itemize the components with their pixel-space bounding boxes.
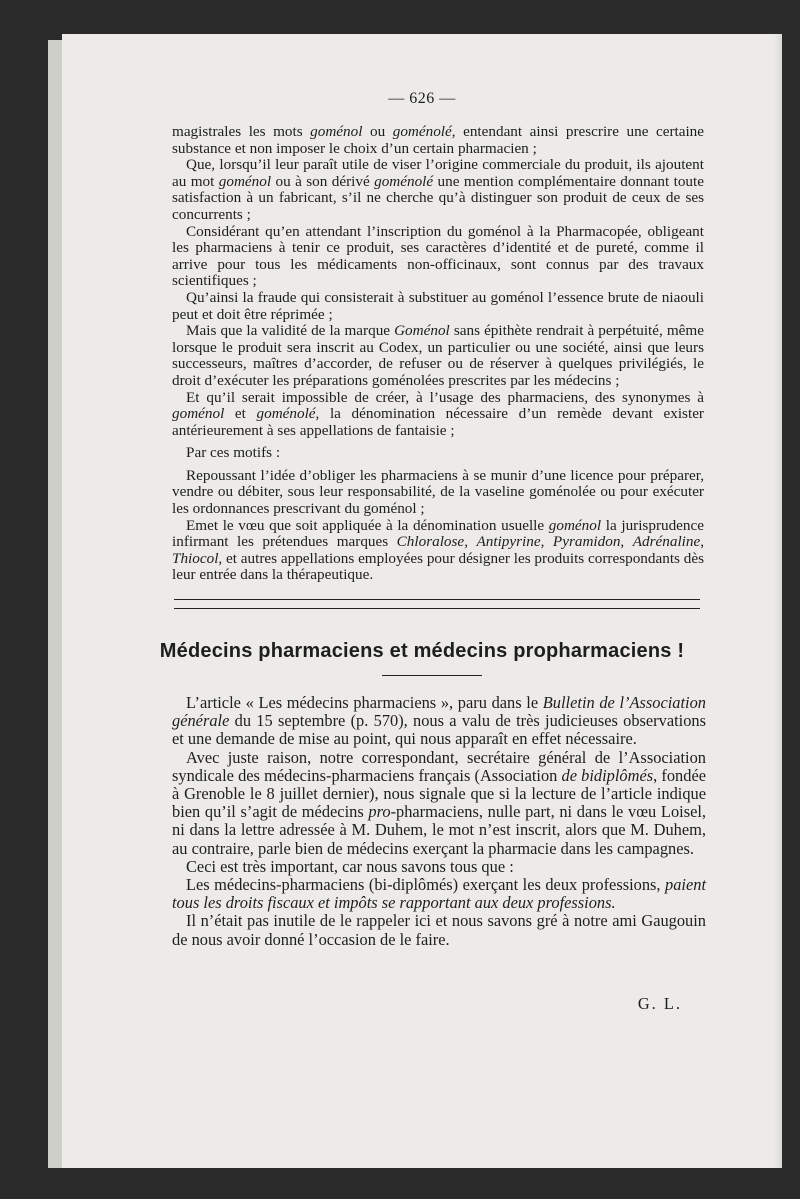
divider-rule-bottom <box>174 608 700 609</box>
paragraph: Par ces motifs : <box>186 444 281 462</box>
paragraph: Que, lorsqu’il leur paraît utile de viser l’origine commerciale du produit, ils ajoutent au mot goménol ou à son dérivé goménolé une mention complémentaire donnant toute satisfaction à un fabricant, s’il ne cherche qu’à distinguer son produit de ceux de ses concurrents ; <box>172 156 704 223</box>
italic-term: goménolé <box>256 405 316 423</box>
paragraph: Il n’était pas inutile de le rappeler ici et nous savons gré à notre ami Gaugouin de nous avoir donné l’occasion de le faire. <box>172 911 706 949</box>
italic-term: goménol <box>548 516 602 534</box>
divider-rule-top <box>174 599 700 600</box>
paragraph: Avec juste raison, notre correspondant, secrétaire général de l’Association syndicale des médecins-pharmaciens français (Association de bidiplômés, fondée à Grenoble le 8 juillet dernier), nous signale que si la lecture de l’article indique bien qu’il s’agit de médecins pro-pharmaciens, nulle part, ni dans le vœu Loisel, ni dans la lettre adressée à M. Duhem, le mot n’est inscrit, alors que M. Duhem, au contraire, parle bien de médecins exerçant la pharmacie dans les campagnes. <box>172 747 706 858</box>
italic-term: de bidiplômés <box>561 765 654 785</box>
paragraph: Mais que la validité de la marque Goménol sans épithète rendrait à perpétuité, même lorsque le produit sera inscrit au Codex, un particulier ou une société, ainsi que leurs successeurs, maîtres d’accorder, de refuser ou de réserver à quelques privilégiés, le droit d’exécuter les préparations goménolées prescrites par les médecins ; <box>172 322 704 389</box>
paragraph: Les médecins-pharmaciens (bi-diplômés) exerçant les deux professions, paient tous les droits fiscaux et impôts se rapportant aux deux professions. <box>172 875 706 913</box>
article-title: Médecins pharmaciens et médecins propharmaciens ! <box>159 640 685 662</box>
article-body <box>172 694 706 949</box>
title-underline <box>382 675 482 676</box>
italic-term: goménol <box>172 405 225 423</box>
paragraph: Qu’ainsi la fraude qui consisterait à substituer au goménol l’essence brute de niaouli peut et doit être réprimée ; <box>172 288 704 323</box>
italic-term: Thiocol <box>172 549 219 567</box>
italic-term: Adrénaline <box>632 533 701 551</box>
paragraph: Considérant qu’en attendant l’inscription du goménol à la Pharmacopée, obligeant les pharmaciens à tenir ce produit, ses caractères d’identité et de pureté, comme il arrive pour tous les médicaments non-officinaux, sont connus par des travaux scientifiques ; <box>172 222 704 290</box>
italic-term: goménolé <box>374 172 434 190</box>
paragraph: magistrales les mots goménol ou goménolé, entendant ainsi prescrire une certaine substance et non imposer le choix d’un certain pharmacien ; <box>172 123 705 157</box>
italic-term: goménol <box>310 123 363 140</box>
italic-term: pro <box>368 802 391 822</box>
paragraph: Emet le vœu que soit appliquée à la dénomination usuelle goménol la jurisprudence infirmant les prétendues marques Chloralose, Antipyrine, Pyramidon, Adrénaline, Thiocol, et autres appellations employées pour désigner les produits correspondants dès leur entrée dans la thérapeutique. <box>172 516 705 584</box>
signature: G. L. <box>637 994 682 1013</box>
page-shadow <box>774 34 782 1168</box>
paragraph: Ceci est très important, car nous savons tous que : <box>186 856 514 876</box>
italic-term: paient tous les droits fiscaux et impôts se rapportant aux deux professions. <box>172 875 706 913</box>
italic-term: goménolé <box>392 123 452 140</box>
italic-term: goménol <box>218 172 272 190</box>
paragraph: Repoussant l’idée d’obliger les pharmaciens à se munir d’une licence pour préparer, vendre ou débiter, sous leur responsabilité, de la vaseline goménolée ou pour exécuter les ordonnances prescrivant du goménol ; <box>172 466 704 518</box>
page-number: — 626 — <box>388 90 456 107</box>
italic-term: Chloralose <box>396 533 465 551</box>
italic-term: Goménol <box>394 322 450 340</box>
italic-term: Bulletin de l’Association générale <box>172 693 706 731</box>
paragraph: L’article « Les médecins pharmaciens », paru dans le Bulletin de l’Association générale du 15 septembre (p. 570), nous a valu de très judicieuses observations et une demande de mise au point, qui nous apparaît en effet nécessaire. <box>172 693 706 749</box>
italic-term: Antipyrine <box>476 533 541 551</box>
italic-term: Pyramidon <box>552 533 621 551</box>
document-page <box>62 34 782 1168</box>
resolution-text <box>172 124 704 584</box>
paragraph: Et qu’il serait impossible de créer, à l’usage des pharmaciens, des synonymes à goménol et goménolé, la dénomination nécessaire d’un remède devant exister antérieurement à ses appellations de fantaisie ; <box>172 388 704 439</box>
